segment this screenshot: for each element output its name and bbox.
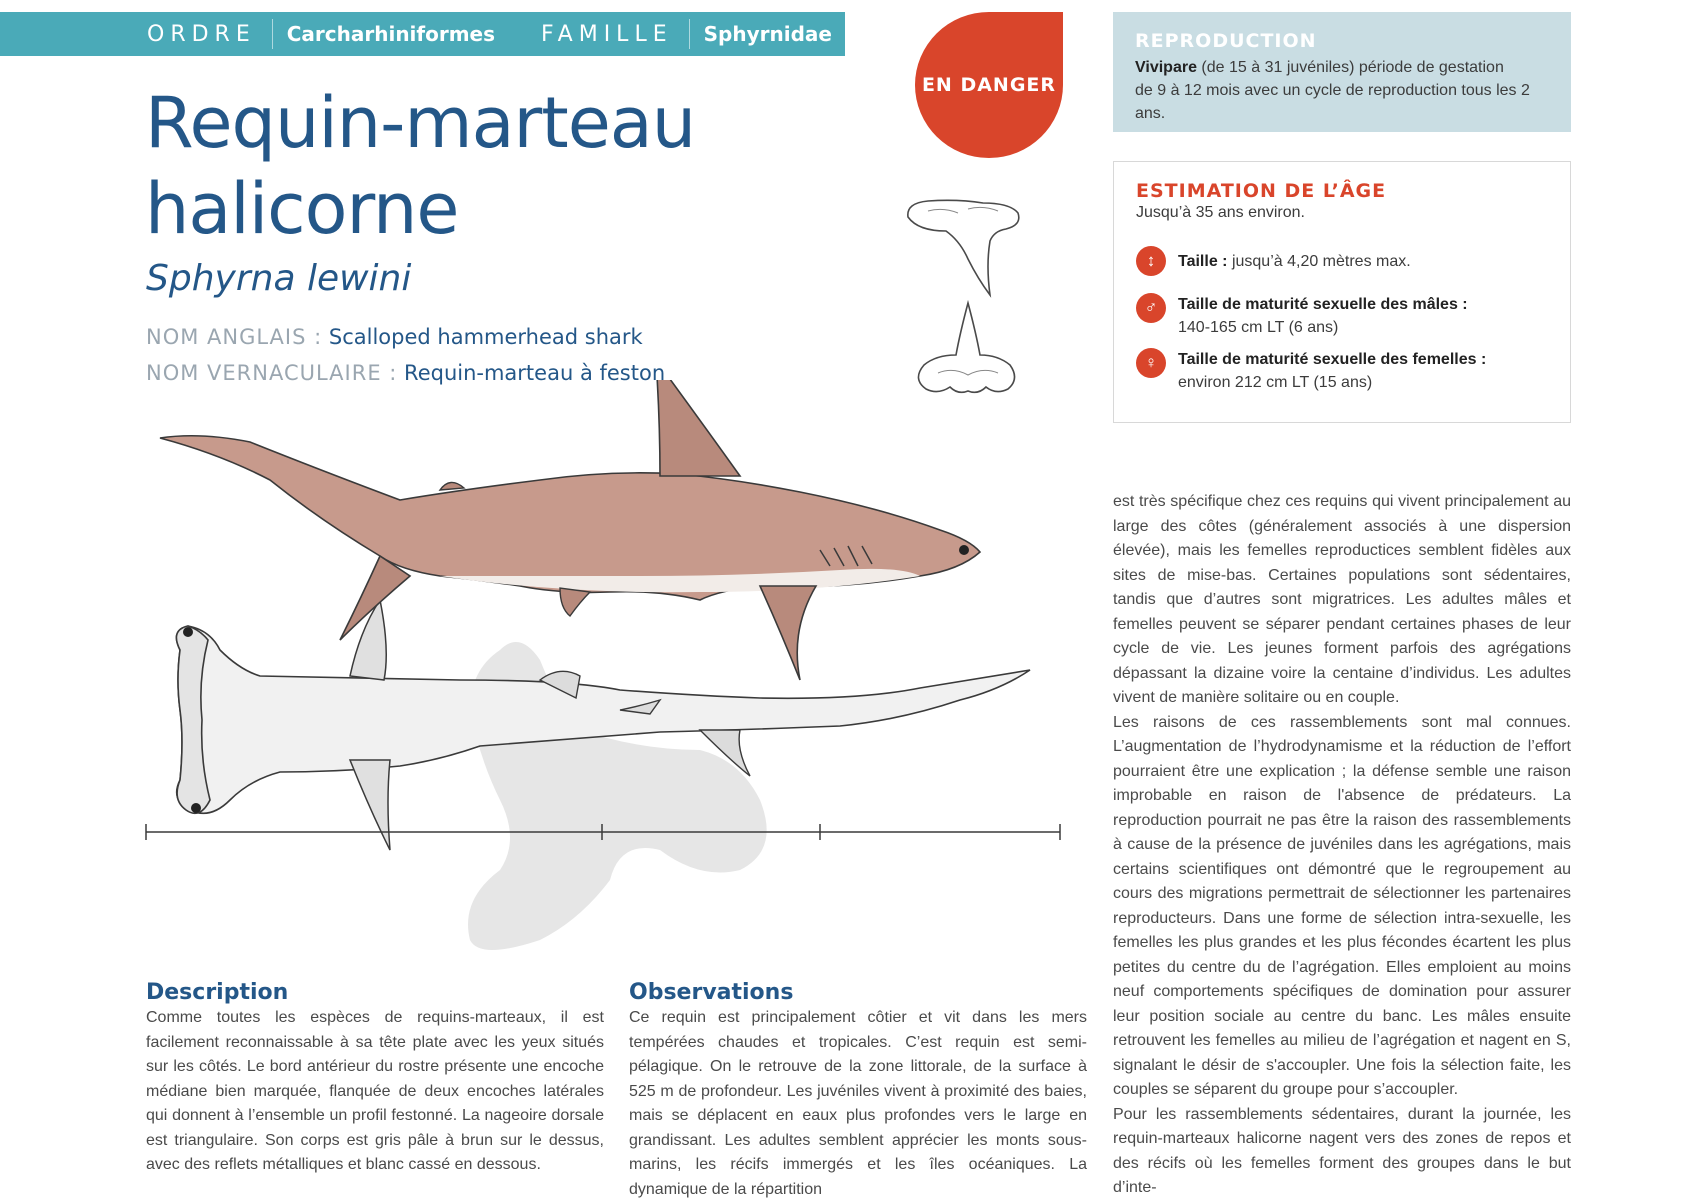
male-label: Taille de maturité sexuelle des mâles :	[1178, 296, 1468, 313]
male-symbol-icon: ♂	[1136, 293, 1166, 323]
family-label: FAMILLE	[541, 21, 673, 47]
lower-tooth-icon	[918, 303, 1014, 392]
taxonomy-bar	[0, 12, 845, 56]
stat-male	[1136, 293, 1468, 339]
reproduction-bold: Vivipare	[1135, 59, 1197, 76]
right-column-text	[1113, 490, 1571, 1200]
order-value: Carcharhiniformes	[272, 19, 495, 49]
reproduction-text-1: (de 15 à 31 juvéniles) période de gestation	[1196, 59, 1504, 76]
scientific-name: Sphyrna lewini	[146, 258, 412, 299]
english-name-value: Scalloped hammerhead shark	[328, 325, 643, 349]
age-text: Jusqu’à 35 ans environ.	[1136, 204, 1305, 221]
female-value: environ 212 cm LT (15 ans)	[1178, 374, 1373, 391]
observations-text: Ce requin est principalement côtier et vit dans les mers tempérées chaudes et tropicales. C’est requin est semi-pélagique. On le retrouve de la zone littorale, de la surface à 525 m de profondeur. Les juvéniles vivent à proximité des baies, mais se déplacent en eaux plus profondes vers le large en grandissant. Les adultes semblent apprécier les monts sous-marins, les récifs immergés et les îles océaniques. La dynamique de la répartition	[629, 1009, 1087, 1198]
reproduction-text	[1135, 56, 1549, 125]
family-value: Sphyrnidae	[689, 19, 832, 49]
age-box	[1113, 161, 1571, 423]
right-paragraph-1: est très spécifique chez ces requins qui vivent principalement au large des côtes (généralement associés à une dispersion élevée), mais les femelles reproductices semblent fidèles aux sites de mise-bas. Certaines populations sont sédentaires, tandis que d’autres sont migratrices. Les adultes mâles et femelles peuvent se séparer pendant certaines phases de leur cycle de vie. Les jeunes forment parfois des agrégations dépassant la dizaine voire la centaine d’individus. Les adultes vivent de manière solitaire ou en couple.	[1113, 493, 1571, 706]
upper-tooth-icon	[908, 200, 1019, 295]
stat-size	[1136, 246, 1411, 276]
male-value: 140-165 cm LT (6 ans)	[1178, 319, 1339, 336]
shark-side-view	[160, 380, 980, 680]
title-line-1: Requin-marteau	[145, 82, 696, 164]
stat-female	[1136, 348, 1486, 394]
english-name-label: NOM ANGLAIS :	[146, 325, 323, 349]
order-label: ORDRE	[147, 21, 256, 47]
size-label: Taille :	[1178, 253, 1228, 270]
page-title	[145, 80, 845, 252]
description-text: Comme toutes les espèces de requins-marteaux, il est facilement reconnaissable à sa tête plate avec les yeux situés sur les côtés. Le bord antérieur du rostre présente une encoche médiane bien marquée, flanquée de deux encoches latérales qui donnent à l’ensemble un profil festonné. La nageoire dorsale est triangulaire. Son corps est gris pâle à brun sur le dessus, avec des reflets métalliques et blanc cassé en dessous.	[146, 1009, 604, 1173]
status-badge	[915, 12, 1063, 158]
right-paragraph-2: Les raisons de ces rassemblements sont mal connues. L’augmentation de l’hydrodynamisme et la réduction de l’effort pourraient être une explication ; la défense semble une raison improbable en raison de l'absence de prédateurs. La reproduction pourrait ne pas être la raison des rassemblements à cause de la présence de juvéniles dans les agrégations, mais certains scientifiques ont démontré que le regroupement au cours des migrations permettrait de sélectionner les partenaires reproducteurs. Dans une forme de sélection intra-sexuelle, les femelles les plus grandes et les plus fécondes écartent les plus petites du centre du de l’agrégation. Elles emploient au moins neuf comportements spécifiques de domination pour assurer leur position sociale au centre du banc. Les mâles ensuite retrouvent les femelles au milieu de l’agrégation et nagent en S, signalant le désir de s'accoupler. Une fois la sélection faite, les couples se séparent du groupe pour s’accoupler.	[1113, 713, 1571, 1098]
teeth-illustration	[898, 195, 1038, 405]
observations-title: Observations	[629, 980, 794, 1005]
female-symbol-icon: ♀	[1136, 348, 1166, 378]
status-label: EN DANGER	[921, 74, 1057, 96]
height-arrow-icon: ↕	[1136, 246, 1166, 276]
vernacular-name-label: NOM VERNACULAIRE :	[146, 361, 398, 385]
english-name	[146, 325, 643, 349]
reproduction-text-2: de 9 à 12 mois avec un cycle de reproduction tous les 2 ans.	[1135, 82, 1530, 122]
description-title: Description	[146, 980, 289, 1005]
right-paragraph-3: Pour les rassemblements sédentaires, durant la journée, les requin-marteaux halicorne nagent vers des zones de repos et des récifs où les femelles forment des groupes dans le but d’inte-	[1113, 1105, 1571, 1196]
reproduction-title: REPRODUCTION	[1135, 30, 1317, 52]
vernacular-name-value: Requin-marteau à feston	[404, 361, 666, 385]
size-value: jusqu’à 4,20 mètres max.	[1227, 253, 1411, 270]
shark-illustration	[140, 380, 1070, 980]
reproduction-box	[1113, 12, 1571, 132]
title-line-2: halicorne	[145, 168, 459, 250]
female-label: Taille de maturité sexuelle des femelles :	[1178, 351, 1487, 368]
age-title: ESTIMATION DE L’ÂGE	[1136, 180, 1387, 202]
